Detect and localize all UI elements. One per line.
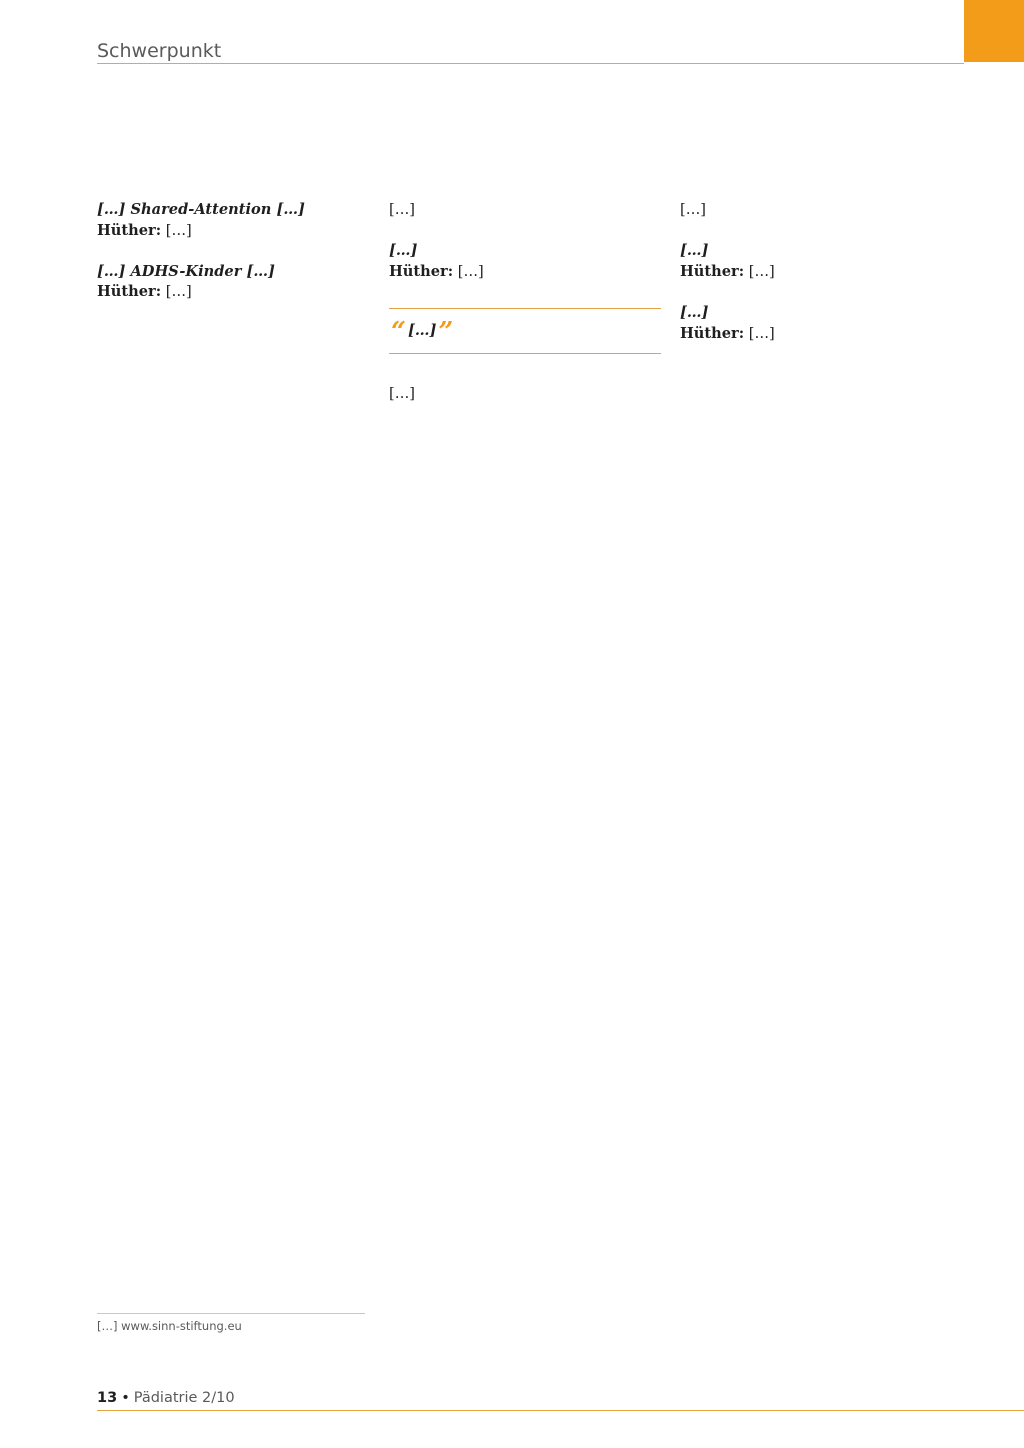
open-quote-icon: “ (391, 317, 406, 348)
answer-text: […] (457, 262, 484, 280)
section-label: Schwerpunkt (97, 40, 222, 62)
article-column-2 (389, 200, 661, 405)
footnote: […] www.sinn-stiftung.eu (97, 1319, 242, 1333)
speaker-name: Hüther: (389, 262, 454, 280)
interview-question: […] ADHS-Kinder […] (97, 262, 275, 280)
speaker-name: Hüther: (680, 262, 745, 280)
interview-answer (389, 262, 661, 283)
speaker-name: Hüther: (97, 221, 162, 239)
paragraph-gap (389, 221, 661, 242)
pull-quote-text (389, 317, 661, 348)
answer-text: […] (165, 221, 192, 239)
pull-quote (389, 308, 661, 354)
paragraph-gap (680, 282, 952, 303)
interview-question: […] (680, 303, 709, 321)
answer-text: […] (748, 262, 775, 280)
article-column-1 (97, 200, 369, 303)
article-column-3 (680, 200, 952, 344)
journal-issue: Pädiatrie 2/10 (133, 1390, 235, 1406)
page-footer (97, 1390, 235, 1406)
footer-bullet: • (121, 1390, 130, 1406)
interview-answer (97, 221, 369, 242)
interview-question: […] (389, 242, 418, 260)
interview-question: […] (680, 242, 709, 260)
accent-block (964, 0, 1024, 62)
interview-answer (680, 324, 952, 345)
interview-answer (97, 282, 369, 303)
footnote-rule (97, 1313, 365, 1314)
pull-quote-body: […] (407, 322, 437, 340)
answer-text: […] (165, 283, 192, 301)
body-paragraph: […] (389, 201, 415, 218)
interview-answer (680, 262, 952, 283)
interview-question: […] Shared-Attention […] (97, 201, 305, 218)
speaker-name: Hüther: (97, 283, 162, 301)
speaker-name: Hüther: (680, 324, 745, 342)
footer-rule (97, 1410, 1024, 1411)
body-paragraph: […] (680, 201, 706, 218)
paragraph-gap (680, 221, 952, 242)
header-rule (97, 63, 964, 64)
answer-text: […] (748, 324, 775, 342)
close-quote-icon: ” (438, 317, 454, 348)
paragraph-gap (97, 241, 369, 262)
page-number: 13 (97, 1390, 118, 1406)
body-paragraph: […] (389, 384, 415, 402)
